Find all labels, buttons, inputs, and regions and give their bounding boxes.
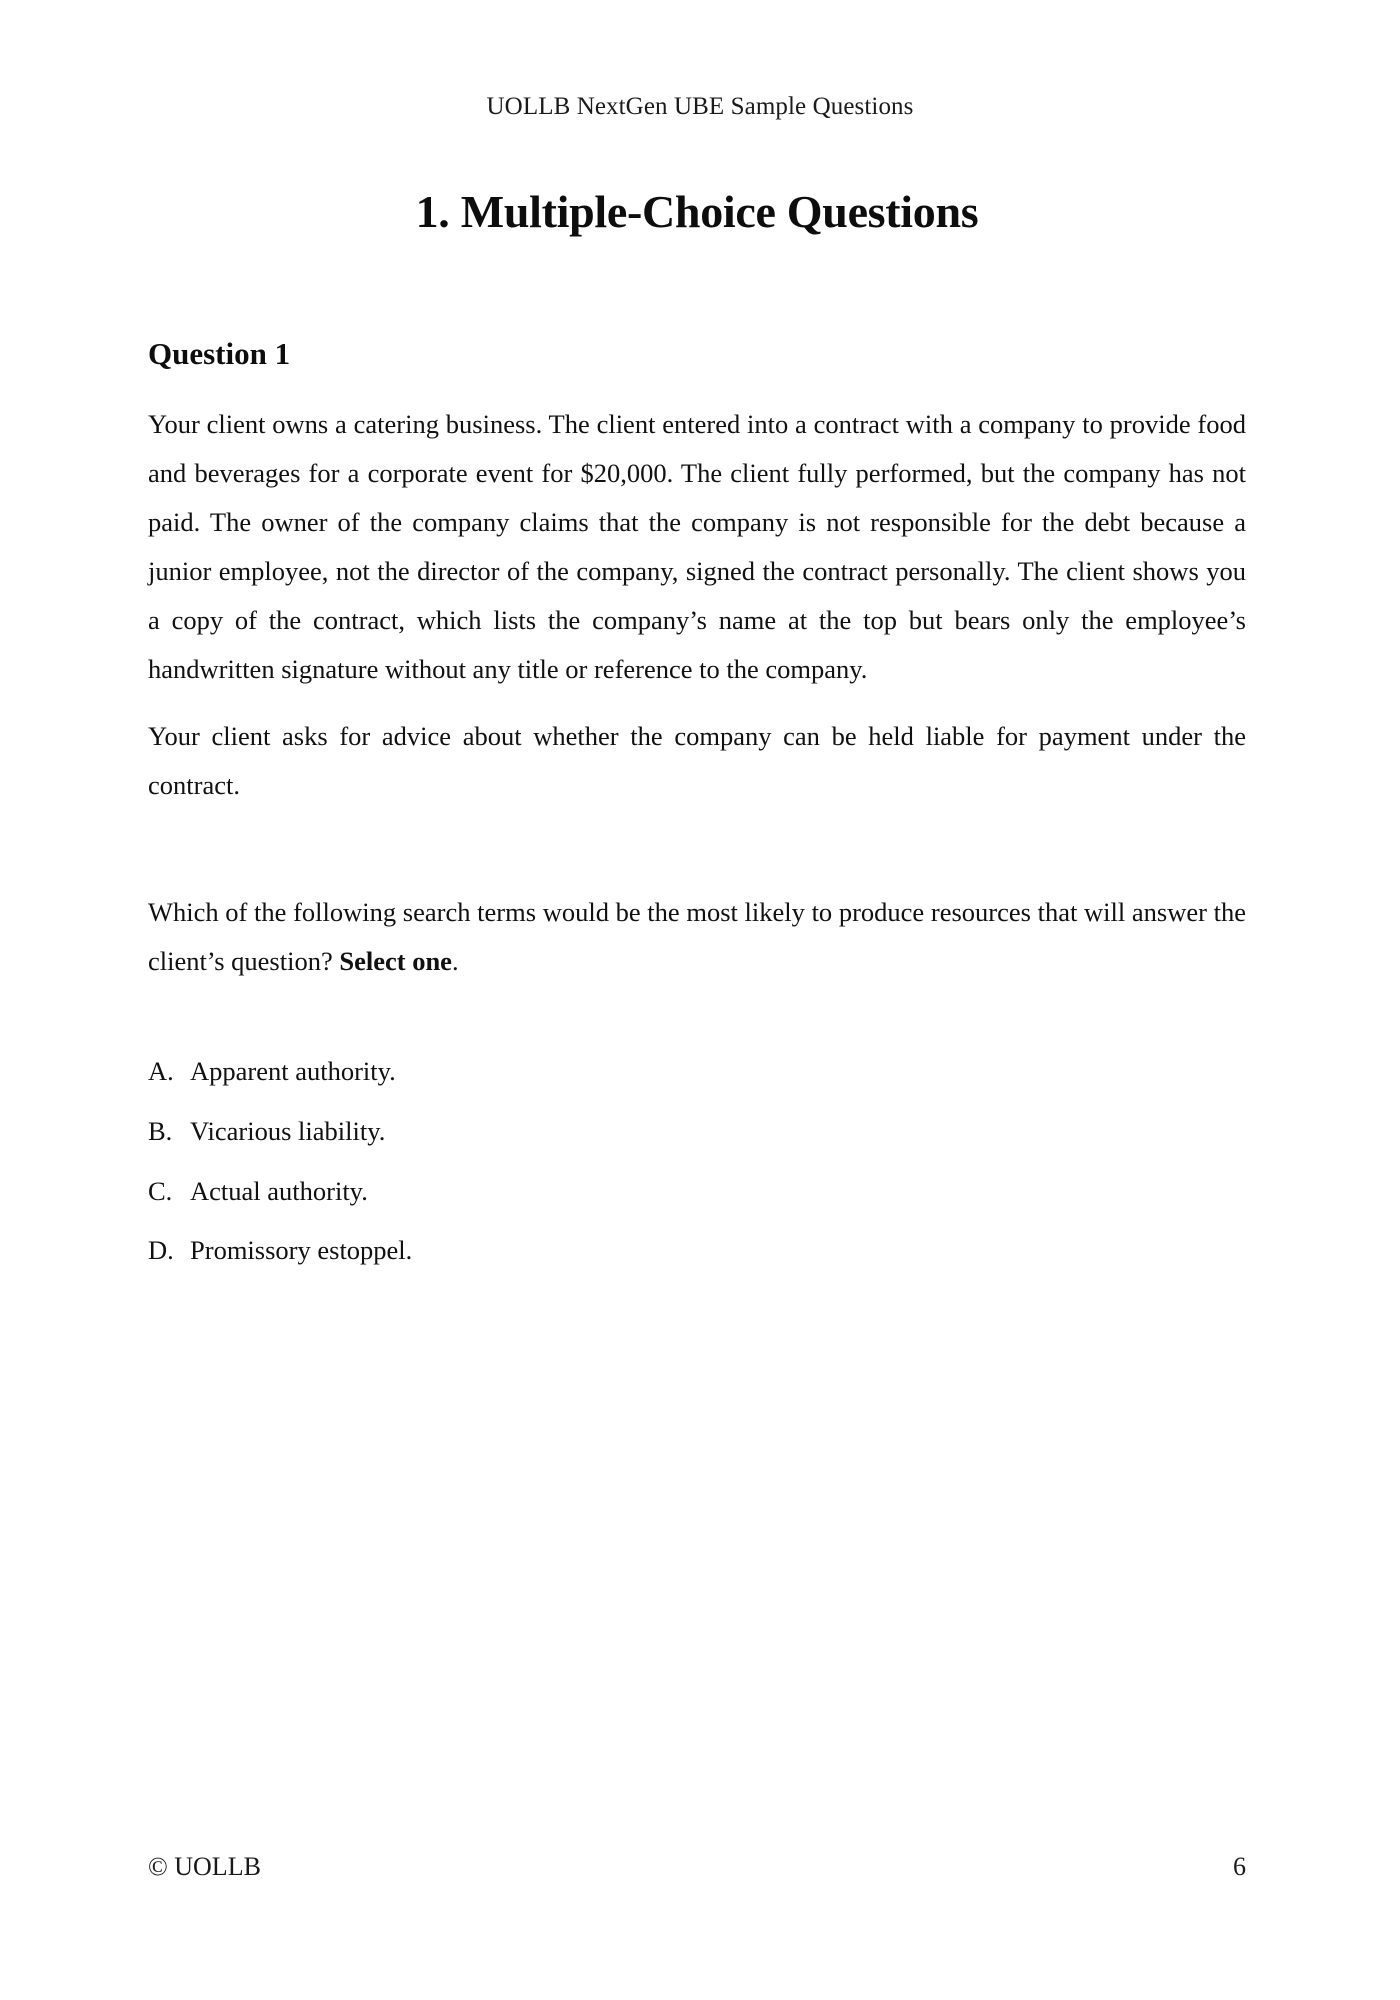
option-letter-b: B. bbox=[148, 1115, 173, 1146]
running-header: UOLLB NextGen UBE Sample Questions bbox=[486, 93, 914, 120]
call-of-the-question bbox=[148, 810, 1246, 986]
option-letter-d: D. bbox=[148, 1235, 174, 1266]
option-letter-c: C. bbox=[148, 1175, 173, 1206]
option-text-b: Vicarious liability. bbox=[190, 1115, 386, 1146]
call-of-the-question-tail: . bbox=[451, 946, 459, 977]
option-letter-a: A. bbox=[148, 1056, 174, 1087]
answer-option-b[interactable] bbox=[148, 1116, 1246, 1148]
answer-option-c[interactable] bbox=[148, 1176, 1246, 1208]
answer-option-a[interactable] bbox=[148, 1056, 1246, 1088]
footer-copyright: © UOLLB bbox=[148, 1851, 261, 1881]
page-footer bbox=[148, 1851, 1246, 1882]
answer-option-d[interactable] bbox=[148, 1235, 1246, 1267]
page-title: 1. Multiple-Choice Questions bbox=[415, 186, 979, 237]
call-of-the-question-lead: Which of the following search terms would be the most likely to produce resources that will answer the client’s question? bbox=[148, 897, 1246, 977]
question-fact-pattern: Your client owns a catering business. The client entered into a contract with a company to provide food and beverages for a corporate event for $20,000. The client fully performed, but the company has not paid. The owner of the company claims that the company is not responsible for the debt because a junior employee, not the director of the company, signed the contract personally. The client shows you a copy of the contract, which lists the company’s name at the top but bears only the employee’s handwritten signature without any title or reference to the company. bbox=[148, 409, 1246, 685]
answer-options-list bbox=[148, 986, 1246, 1267]
question-advice-request: Your client asks for advice about whether the company can be held liable for payment under the contract. bbox=[148, 721, 1246, 801]
footer-page-number: 6 bbox=[1233, 1851, 1246, 1881]
select-one-emphasis: Select one bbox=[339, 946, 452, 977]
option-text-c: Actual authority. bbox=[190, 1175, 368, 1206]
option-text-d: Promissory estoppel. bbox=[190, 1235, 413, 1266]
option-text-a: Apparent authority. bbox=[190, 1056, 396, 1087]
page-content bbox=[148, 0, 1246, 1267]
question-heading: Question 1 bbox=[148, 336, 291, 372]
